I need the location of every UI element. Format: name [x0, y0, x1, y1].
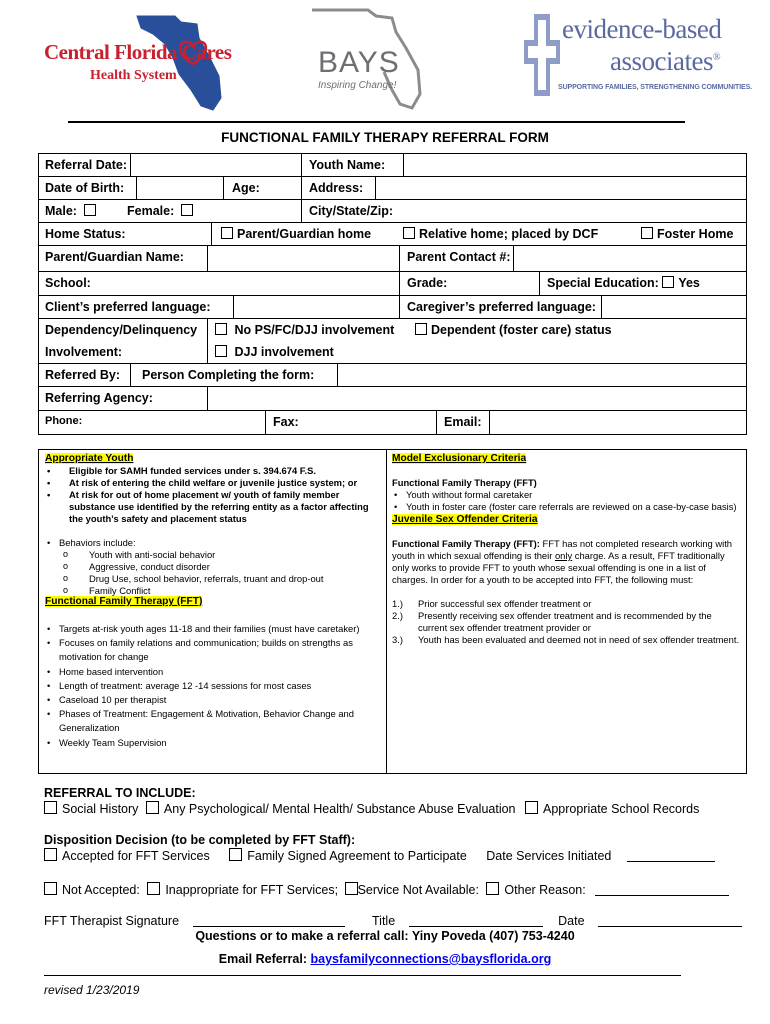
- city-state-zip-label: City/State/Zip:: [309, 204, 394, 218]
- not-available-checkbox[interactable]: [345, 882, 358, 895]
- parent-name-label: Parent/Guardian Name:: [45, 250, 184, 264]
- row-school: [39, 272, 746, 296]
- social-history-label: Social History: [62, 802, 139, 816]
- row-home-status: [39, 223, 746, 246]
- parent-contact-label: Parent Contact #:: [407, 250, 511, 264]
- list-item: • Behaviors include:: [45, 537, 385, 549]
- list-item: 3.) Youth has been evaluated and deemed not in need of sex offender treatment.: [392, 634, 740, 645]
- list-item: • At risk of entering the child welfare or juvenile justice system; or: [45, 477, 385, 489]
- female-option[interactable]: Female:: [127, 204, 197, 218]
- list-item: • Caseload 10 per therapist: [45, 693, 385, 707]
- caregiver-language-label: Caregiver’s preferred language:: [407, 300, 596, 314]
- other-reason-checkbox[interactable]: [486, 882, 499, 895]
- involvement-label: Involvement:: [45, 345, 123, 359]
- referral-form-table: [38, 153, 747, 435]
- questions-contact: Questions or to make a referral call: Yiny Poveda (407) 753-4240: [195, 929, 575, 943]
- dob-label: Date of Birth:: [45, 181, 125, 195]
- list-item: • Phases of Treatment: Engagement & Motivation, Behavior Change and Generalization: [45, 707, 385, 735]
- model-exclusionary-heading: Model Exclusionary Criteria: [392, 453, 527, 464]
- evidence-based-associates-logo: [522, 10, 753, 100]
- header-divider: [68, 121, 685, 123]
- fft-subheading: Functional Family Therapy (FFT): [392, 477, 537, 488]
- grade-label: Grade:: [407, 276, 448, 290]
- no-involvement-checkbox[interactable]: [215, 323, 227, 335]
- referral-date-label: Referral Date:: [45, 158, 127, 172]
- cfc-logo-title: Central Florida Cares: [44, 40, 232, 64]
- email-referral-line: Email Referral: baysfamilyconnections@baysflorida.org: [218, 952, 552, 966]
- email-referral-link[interactable]: baysfamilyconnections@baysflorida.org: [310, 952, 552, 966]
- list-item: • Home based intervention: [45, 665, 385, 679]
- title-label: Title: [372, 914, 396, 928]
- school-records-label: Appropriate School Records: [543, 802, 700, 816]
- fft-list: [45, 622, 385, 750]
- dependent-status-checkbox[interactable]: [415, 323, 427, 335]
- special-ed-yes-checkbox[interactable]: [662, 276, 674, 288]
- bays-logo: [308, 6, 428, 111]
- behaviors-list: [45, 537, 385, 549]
- accepted-label: Accepted for FFT Services: [62, 849, 210, 863]
- list-item: • Weekly Team Supervision: [45, 736, 385, 750]
- row-dependency: [39, 319, 746, 341]
- eba-logo-tagline: SUPPORTING FAMILIES, STRENGTHENING COMMUNITIES.: [558, 84, 753, 91]
- psych-eval-label: Any Psychological/ Mental Health/ Substance Abuse Evaluation: [163, 802, 516, 816]
- school-records-checkbox[interactable]: [525, 801, 538, 814]
- list-item: 1.) Prior successful sex offender treatment or: [392, 598, 592, 609]
- date-field[interactable]: [598, 926, 742, 927]
- row-date-of-birth: [39, 177, 746, 200]
- revised-date: revised 1/23/2019: [44, 983, 140, 997]
- appropriate-youth-heading: Appropriate Youth: [45, 453, 134, 464]
- foster-home-checkbox[interactable]: [641, 227, 653, 239]
- footer-divider: [44, 975, 681, 976]
- fax-label: Fax:: [273, 415, 299, 429]
- disposition-heading: Disposition Decision (to be completed by FFT Staff):: [44, 833, 356, 847]
- youth-name-label: Youth Name:: [309, 158, 386, 172]
- date-initiated-label: Date Services Initiated: [486, 849, 612, 863]
- inappropriate-checkbox[interactable]: [147, 882, 160, 895]
- therapist-signature-field[interactable]: [193, 926, 345, 927]
- age-label: Age:: [232, 181, 260, 195]
- school-label: School:: [45, 276, 91, 290]
- date-label: Date: [558, 914, 585, 928]
- foster-home-option[interactable]: Foster Home: [641, 227, 733, 241]
- criteria-info-box: [38, 449, 747, 774]
- psych-eval-checkbox[interactable]: [146, 801, 159, 814]
- bays-logo-name: BAYS: [318, 46, 400, 79]
- no-involvement-option[interactable]: No PS/FC/DJJ involvement: [215, 323, 394, 337]
- list-item: o Family Conflict: [59, 585, 385, 597]
- djj-involvement-checkbox[interactable]: [215, 345, 227, 357]
- referring-agency-label: Referring Agency:: [45, 391, 153, 405]
- family-signed-label: Family Signed Agreement to Participate: [247, 849, 467, 863]
- eba-logo-line2: associates®: [610, 46, 721, 76]
- central-florida-cares-logo: [40, 10, 232, 115]
- list-item: o Drug Use, school behavior, referrals, truant and drop-out: [59, 573, 385, 585]
- row-referral-date: [39, 154, 746, 177]
- parent-home-checkbox[interactable]: [221, 227, 233, 239]
- bays-logo-tagline: Inspiring Change!: [318, 80, 397, 91]
- row-involvement: [39, 341, 746, 364]
- behavior-items: [59, 549, 385, 597]
- person-completing-label: Person Completing the form:: [142, 368, 315, 382]
- therapist-signature-label: FFT Therapist Signature: [44, 914, 180, 928]
- exclusionary-list: [392, 489, 742, 513]
- list-item: • At risk for out of home placement w/ youth of family member substance use identified by the referring entity as a factor affecting the youth’s safety and placement status: [45, 489, 385, 525]
- relative-home-option[interactable]: Relative home; placed by DCF: [403, 227, 598, 241]
- eba-cross-icon: [522, 10, 562, 100]
- right-criteria-column: [392, 452, 742, 646]
- eba-logo-line1: evidence-based: [562, 14, 722, 44]
- referral-include-heading: REFERRAL TO INCLUDE:: [44, 786, 196, 800]
- list-item: • Eligible for SAMH funded services under s. 394.674 F.S.: [45, 465, 385, 477]
- referred-by-label: Referred By:: [45, 368, 121, 382]
- dependent-status-option[interactable]: Dependent (foster care) status: [415, 323, 612, 337]
- row-referring-agency: [39, 387, 746, 411]
- address-label: Address:: [309, 181, 364, 195]
- jso-paragraph: Functional Family Therapy (FFT): FFT has not completed research working with youth in which sexual offending is their only charge. As a result, FFT traditionally only works to provide FFT to youth whose sexual offending is one in a list of charges. In order for a youth to be accepted into FFT, the following must:: [392, 538, 733, 585]
- djj-involvement-option[interactable]: DJJ involvement: [215, 345, 334, 359]
- list-item: • Youth in foster care (foster care referrals are reviewed on a case-by-case basis): [392, 501, 742, 513]
- date-initiated-field[interactable]: [627, 861, 715, 862]
- left-criteria-column: [45, 452, 385, 750]
- row-parent-name: [39, 246, 746, 272]
- list-item: • Targets at-risk youth ages 11-18 and their families (must have caretaker): [45, 622, 385, 636]
- title-field[interactable]: [409, 926, 543, 927]
- list-item: • Youth without formal caretaker: [392, 489, 742, 501]
- not-accepted-label: Not Accepted:: [62, 883, 140, 897]
- list-item: 2.) Presently receiving sex offender treatment and is recommended by the current sex offender treatment provider or: [392, 610, 712, 633]
- other-reason-field[interactable]: [595, 895, 729, 896]
- home-status-label: Home Status:: [45, 227, 126, 241]
- fft-heading: Functional Family Therapy (FFT): [45, 596, 203, 607]
- list-item: o Aggressive, conduct disorder: [59, 561, 385, 573]
- row-gender: [39, 200, 746, 223]
- disposition-options: [44, 848, 715, 863]
- dependency-label: Dependency/Delinquency: [45, 323, 198, 337]
- family-signed-checkbox[interactable]: [229, 848, 242, 861]
- row-language: [39, 296, 746, 319]
- jso-requirements-list: [392, 598, 742, 646]
- relative-home-checkbox[interactable]: [403, 227, 415, 239]
- row-contact: [39, 411, 746, 434]
- form-title: FUNCTIONAL FAMILY THERAPY REFERRAL FORM: [221, 130, 549, 145]
- client-language-label: Client’s preferred language:: [45, 300, 211, 314]
- female-checkbox[interactable]: [181, 204, 193, 216]
- jso-heading: Juvenile Sex Offender Criteria: [392, 514, 538, 525]
- list-item: o Youth with anti-social behavior: [59, 549, 385, 561]
- not-available-label: Service Not Available:: [357, 883, 479, 897]
- special-ed-option[interactable]: Special Education: Yes: [547, 276, 700, 290]
- parent-home-option[interactable]: Parent/Guardian home: [221, 227, 371, 241]
- list-item: • Length of treatment: average 12 -14 sessions for most cases: [45, 679, 385, 693]
- referral-include-options: [44, 801, 699, 816]
- signature-row: [44, 914, 742, 928]
- row-referred-by: [39, 364, 746, 387]
- male-option[interactable]: Male:: [45, 204, 100, 218]
- not-accepted-options: [44, 882, 729, 897]
- other-reason-label: Other Reason:: [504, 883, 586, 897]
- cfc-logo-subtitle: Health System: [90, 68, 177, 83]
- appropriate-youth-list: [45, 465, 385, 525]
- phone-label: Phone:: [45, 415, 83, 427]
- email-label: Email:: [444, 415, 482, 429]
- not-accepted-checkbox[interactable]: [44, 882, 57, 895]
- male-checkbox[interactable]: [84, 204, 96, 216]
- accepted-checkbox[interactable]: [44, 848, 57, 861]
- inappropriate-label: Inappropriate for FFT Services;: [165, 883, 339, 897]
- list-item: • Focuses on family relations and communication; builds on strengths as motivation for change: [45, 636, 385, 664]
- social-history-checkbox[interactable]: [44, 801, 57, 814]
